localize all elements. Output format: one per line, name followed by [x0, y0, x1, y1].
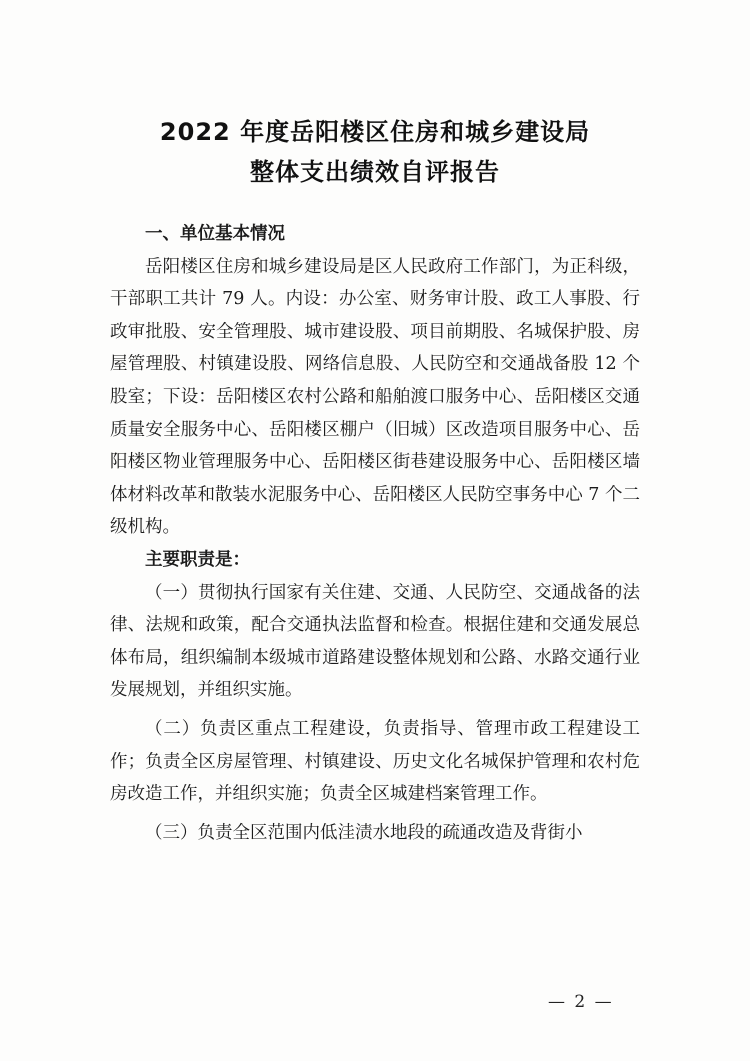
duty-item-3: （三）负责全区范围内低洼渍水地段的疏通改造及背街小: [145, 822, 583, 843]
document-title-line1: 2022 年度岳阳楼区住房和城乡建设局: [159, 118, 591, 146]
section-heading-basic-info: 一、单位基本情况: [145, 224, 285, 244]
page-number: — 2 —: [548, 992, 614, 1012]
duty-item-1: （一）贯彻执行国家有关住建、交通、人民防空、交通战备的法律、法规和政策，配合交通执法监督和检查。根据住建和交通发展总体布局，组织编制本级城市道路建设整体规划和公路、水路交通行业发展规划，并组织实施。: [110, 582, 640, 701]
document-title-line2: 整体支出绩效自评报告: [250, 158, 500, 186]
paragraph-unit-overview: 岳阳楼区住房和城乡建设局是区人民政府工作部门，为正科级，干部职工共计 79 人。内设：办公室、财务审计股、政工人事股、行政审批股、安全管理股、城市建设股、项目前期股、名城保护股、房屋管理股、村镇建设股、网络信息股、人民防空和交通战备股 12 个股室；下设：岳阳楼区农村公路和船舶渡口服务中心、岳阳楼区交通质量安全服务中心、岳阳楼区棚户（旧城）区改造项目服务中心、岳阳楼区物业管理服务中心、岳阳楼区街巷建设服务中心、岳阳楼区墙体材料改革和散装水泥服务中心、岳阳楼区人民防空事务中心 7 个二级机构。: [110, 256, 640, 538]
duties-heading: 主要职责是：: [145, 549, 250, 570]
duty-item-2: （二）负责区重点工程建设，负责指导、管理市政工程建设工作；负责全区房屋管理、村镇建设、历史文化名城保护管理和农村危房改造工作，并组织实施；负责全区城建档案管理工作。: [110, 718, 640, 805]
document-body: [110, 218, 640, 849]
